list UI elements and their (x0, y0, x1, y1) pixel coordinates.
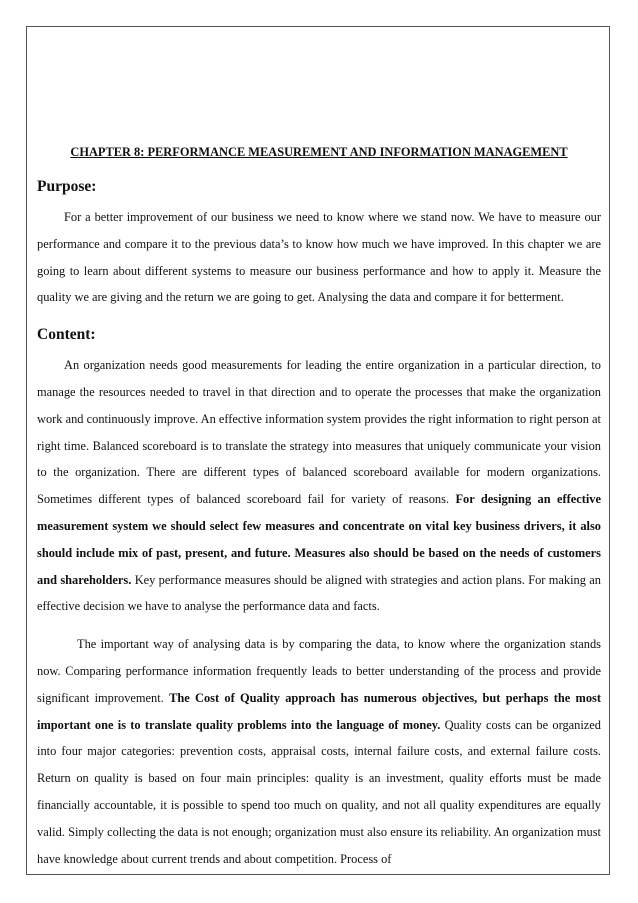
content-paragraph-2-text-a: The important way of analysing data is by comparing the data, to know where the organization stands now. Comparing performance information frequently leads to better understanding of the process and provide significant improvement. (37, 637, 601, 705)
content-paragraph-2-bold: The Cost of Quality approach has numerous objectives, but perhaps the most important one is to translate quality problems into the language of money. (37, 690, 601, 732)
content-paragraph-1-text-c: Key performance measures should be aligned with strategies and action plans. For making an effective decision we have to analyse the performance data and facts. (37, 572, 601, 614)
content-paragraph-2 (37, 631, 601, 872)
purpose-paragraph: For a better improvement of our business we need to know where we stand now. We have to measure our performance and compare it to the previous data’s to know how much we have improved. In this chapter we are going to learn about different systems to measure our business performance and how to apply it. Measure the quality we are giving and the return we are going to get. Analysing the data and compare it for betterment. (37, 210, 601, 305)
content-paragraph-2-text-c: Quality costs can be organized into four major categories: prevention costs, appraisal costs, internal failure costs, and external failure costs. Return on quality is based on four main principles: quality is an investment, quality efforts must be made financially accountable, it is possible to spend too much on quality, and not all quality expenditures are equally valid. Simply collecting the data is not enough; organization must also ensure its reliability. An organization must have knowledge about current trends and about competition. Process of (37, 717, 601, 866)
content-paragraph-1 (37, 352, 601, 620)
chapter-title: CHAPTER 8: PERFORMANCE MEASUREMENT AND INFORMATION MANAGEMENT (70, 145, 568, 159)
content-paragraph-1-text-a: An organization needs good measurements for leading the entire organization in a particular direction, to manage the resources needed to travel in that direction and to operate the processes that make the organization work and continuously improve. An effective information system provides the right information to right person at right time. Balanced scoreboard is to translate the strategy into measures that uniquely communicate your vision to the organization. There are different types of balanced scoreboard available for modern organizations. Sometimes different types of balanced scoreboard fail for variety of reasons. (37, 358, 601, 507)
document-body (37, 142, 601, 872)
content-heading: Content: (37, 326, 96, 344)
content-paragraph-1-bold: For designing an effective measurement system we should select few measures and concentrate on vital key business drivers, it also should include mix of past, present, and future. Measures also should be based on the needs of customers and shareholders. (37, 492, 601, 587)
purpose-heading: Purpose: (37, 178, 97, 195)
